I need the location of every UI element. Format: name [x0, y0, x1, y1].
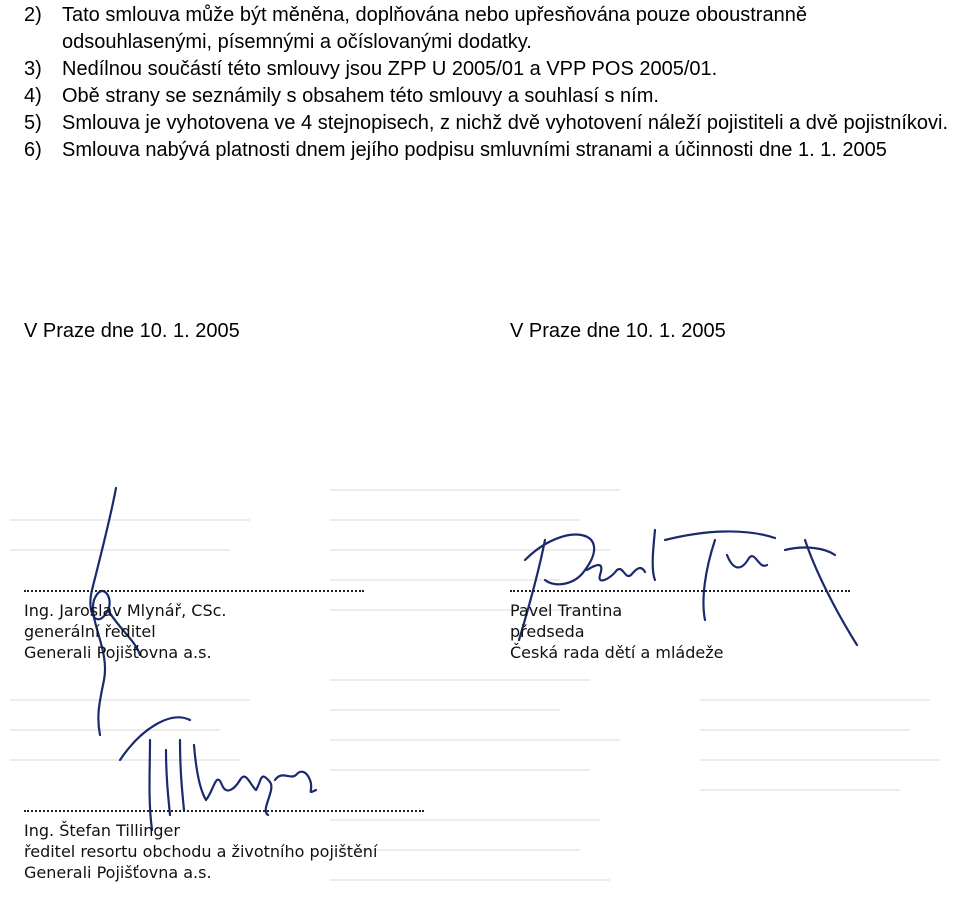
clause-number: 2)	[24, 4, 42, 26]
signatory-name: Ing. Jaroslav Mlynář, CSc.	[24, 601, 227, 620]
clause-text: Nedílnou součástí této smlouvy jsou ZPP U 2005/01 a VPP POS 2005/01.	[62, 58, 718, 80]
clause-text: Smlouva nabývá platnosti dnem jejího podpisu smluvními stranami a účinnosti dne 1. 1. 2005	[62, 139, 887, 161]
place-date-right: V Praze dne 10. 1. 2005	[510, 320, 726, 342]
clause-number: 6)	[24, 139, 42, 161]
signatory-block-1	[24, 590, 364, 663]
signatory-org: Česká rada dětí a mládeže	[510, 643, 724, 662]
clause-4	[24, 83, 954, 110]
clause-number: 3)	[24, 58, 42, 80]
clause-3	[24, 56, 954, 83]
clause-number: 4)	[24, 85, 42, 107]
clause-text: Smlouva je vyhotovena ve 4 stejnopisech, z nichž dvě vyhotovení náleží pojistiteli a dvě pojistníkovi.	[62, 112, 949, 134]
clause-text: Obě strany se seznámily s obsahem této smlouvy a souhlasí s ním.	[62, 85, 659, 107]
signatory-block-3	[24, 810, 424, 883]
contract-clauses	[24, 0, 954, 164]
clause-number: 5)	[24, 112, 42, 134]
clause-6	[24, 137, 954, 164]
signatory-name: Pavel Trantina	[510, 601, 623, 620]
signatory-title: předseda	[510, 622, 585, 641]
signatory-title: generální ředitel	[24, 622, 156, 641]
signature-line	[24, 590, 364, 594]
signatory-org: Generali Pojišťovna a.s.	[24, 863, 212, 882]
signatory-title: ředitel resortu obchodu a životního pojištění	[24, 842, 378, 861]
clause-text: Tato smlouva může být měněna, doplňována nebo upřesňována pouze oboustranně odsouhlasenými, písemnými a očíslovanými dodatky.	[62, 4, 807, 53]
clause-5	[24, 110, 954, 137]
signatory-org: Generali Pojišťovna a.s.	[24, 643, 212, 662]
signatory-block-2	[510, 590, 850, 663]
signature-line	[510, 590, 850, 594]
signatory-name: Ing. Štefan Tillinger	[24, 821, 180, 840]
place-date-left: V Praze dne 10. 1. 2005	[24, 320, 240, 342]
signature-line	[24, 810, 424, 814]
clause-2	[24, 2, 954, 56]
